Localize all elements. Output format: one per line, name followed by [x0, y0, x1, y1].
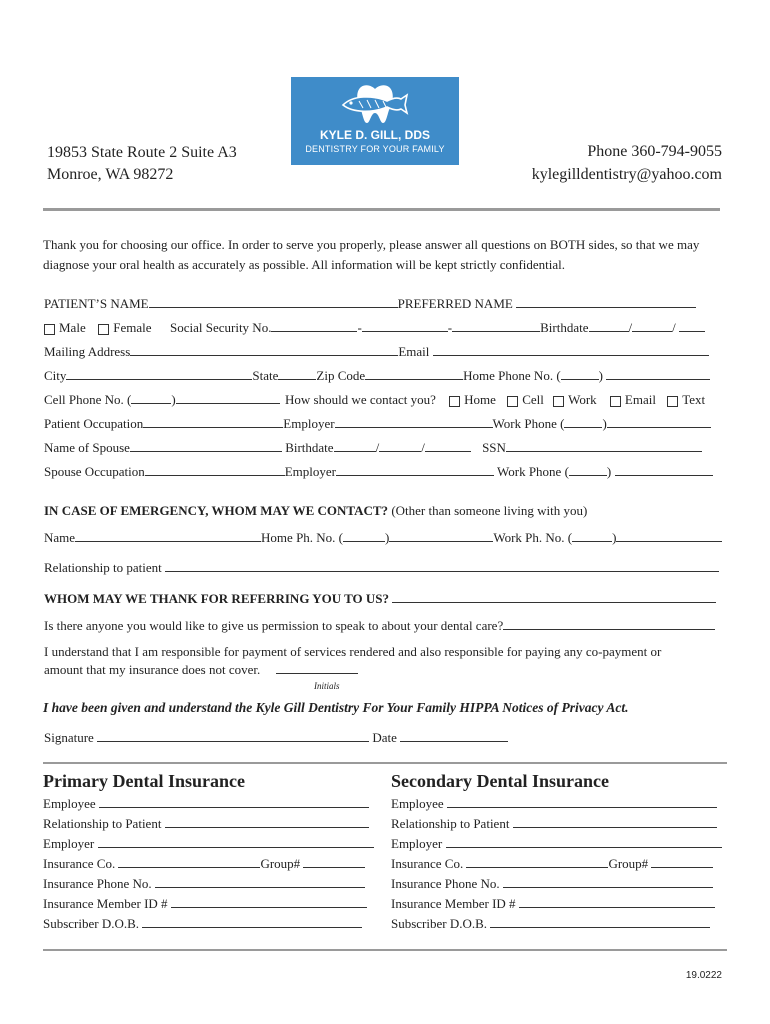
- contact-question: How should we contact you?: [284, 392, 436, 407]
- header-divider: [43, 208, 720, 211]
- spouse-bday-field[interactable]: [379, 451, 421, 452]
- cell-area-field[interactable]: [131, 403, 171, 404]
- primary-employer-label: Employer: [43, 836, 95, 851]
- spouse-employer-field[interactable]: [336, 475, 494, 476]
- secondary-member-field[interactable]: [519, 907, 715, 908]
- relationship-row: [44, 560, 719, 576]
- contact-cell-label: Cell: [522, 392, 544, 407]
- secondary-employer-label: Employer: [391, 836, 443, 851]
- primary-employee-label: Employee: [43, 796, 96, 811]
- patient-name-row: [44, 296, 696, 312]
- initials-caption: Initials: [314, 681, 340, 691]
- primary-employer-field[interactable]: [98, 847, 374, 848]
- primary-phone-field[interactable]: [155, 887, 365, 888]
- emergency-heading-row: [44, 503, 587, 519]
- referral-field[interactable]: [392, 602, 716, 603]
- logo-name: KYLE D. GILL, DDS: [319, 128, 430, 142]
- contact-work-label: Work: [568, 392, 597, 407]
- primary-dob-field[interactable]: [142, 927, 362, 928]
- primary-relationship-label: Relationship to Patient: [43, 816, 162, 831]
- secondary-employee-field[interactable]: [447, 807, 717, 808]
- primary-dob-label: Subscriber D.O.B.: [43, 916, 140, 931]
- emergency-work-field[interactable]: [616, 541, 722, 542]
- preferred-name-field[interactable]: [516, 307, 696, 308]
- occupation-field[interactable]: [143, 427, 283, 428]
- intro-text: Thank you for choosing our office. In order to serve you properly, please answer all questions on BOTH sides, so that we may diagnose your oral health as accurately as possible. All information will be kept strictly confidential.: [43, 237, 700, 272]
- work-phone-label: Work Phone (: [492, 416, 565, 431]
- employer-label: Employer: [283, 416, 335, 431]
- spouse-ssn-field[interactable]: [506, 451, 702, 452]
- initials-field[interactable]: [276, 673, 358, 674]
- practice-logo: [291, 77, 459, 165]
- spouse-work-phone-field[interactable]: [615, 475, 713, 476]
- secondary-phone-field[interactable]: [503, 887, 713, 888]
- primary-phone-label: Insurance Phone No.: [43, 876, 152, 891]
- primary-employee-row: [43, 796, 369, 812]
- contact-home-label: Home: [464, 392, 496, 407]
- address-line2: Monroe, WA 98272: [47, 166, 174, 183]
- secondary-member-label: Insurance Member ID #: [391, 896, 516, 911]
- secondary-member-row: [391, 896, 715, 912]
- emergency-home-label: Home Ph. No. (: [261, 530, 344, 545]
- spouse-row: Name of Spouse Birthdate / / SSN: [44, 440, 702, 456]
- contact-text-label: Text: [682, 392, 706, 407]
- form-version: 19.0222: [685, 970, 722, 981]
- secondary-dob-field[interactable]: [490, 927, 710, 928]
- secondary-relationship-row: [391, 816, 717, 832]
- secondary-relationship-label: Relationship to Patient: [391, 816, 510, 831]
- primary-relationship-field[interactable]: [165, 827, 369, 828]
- birth-year-field[interactable]: [679, 331, 705, 332]
- state-label: State: [252, 368, 279, 383]
- patient-name-label: PATIENT’S NAME: [44, 296, 149, 311]
- insurance-top-divider: [43, 762, 727, 764]
- ssn-part1-field[interactable]: [271, 331, 357, 332]
- secondary-phone-row: [391, 876, 713, 892]
- zip-field[interactable]: [365, 379, 463, 380]
- emergency-contact-row: Name Home Ph. No. ( ) Work Ph. No. ( ): [44, 530, 722, 546]
- secondary-group-label: Group#: [608, 856, 649, 871]
- logo-tagline: DENTISTRY FOR YOUR FAMILY: [305, 144, 445, 154]
- emergency-work-label: Work Ph. No. (: [493, 530, 573, 545]
- cell-row: Cell Phone No. ( ) How should we contact you? Home Cell Work Email Text: [44, 392, 706, 407]
- date-label: Date: [372, 730, 397, 745]
- primary-group-label: Group#: [260, 856, 301, 871]
- relationship-field[interactable]: [165, 571, 719, 572]
- tooth-fish-logo-icon: [339, 83, 411, 127]
- ssn-label: Social Security No.: [169, 320, 272, 335]
- primary-employee-field[interactable]: [99, 807, 369, 808]
- spouse-employer-label: Employer: [284, 464, 336, 479]
- spouse-bmonth-field[interactable]: [334, 451, 376, 452]
- relationship-label: Relationship to patient: [44, 560, 162, 575]
- signature-label: Signature: [44, 730, 94, 745]
- city-field[interactable]: [66, 379, 252, 380]
- secondary-company-field[interactable]: [466, 867, 608, 868]
- state-field[interactable]: [278, 379, 316, 380]
- emergency-work-area-field[interactable]: [572, 541, 612, 542]
- occupation-row: Patient Occupation Employer Work Phone ( ): [44, 416, 711, 432]
- spouse-birthdate-label: Birthdate: [285, 440, 334, 455]
- work-phone-field[interactable]: [607, 427, 711, 428]
- spouse-label: Name of Spouse: [44, 440, 130, 455]
- date-field[interactable]: [400, 741, 508, 742]
- secondary-company-row: [391, 856, 713, 872]
- primary-company-field[interactable]: [118, 867, 260, 868]
- spouse-work-phone-label: Work Phone (: [497, 464, 569, 479]
- signature-row: [44, 730, 508, 746]
- ssn-part3-field[interactable]: [452, 331, 540, 332]
- spouse-occupation-field[interactable]: [145, 475, 285, 476]
- email-label: Email: [398, 344, 430, 359]
- male-checkbox[interactable]: [44, 324, 55, 335]
- zip-label: Zip Code: [316, 368, 366, 383]
- secondary-relationship-field[interactable]: [513, 827, 717, 828]
- gender-ssn-row: Male Female Social Security No. - - Birthdate / /: [44, 320, 705, 336]
- mailing-field[interactable]: [130, 355, 398, 356]
- emergency-name-field[interactable]: [75, 541, 261, 542]
- primary-group-field[interactable]: [303, 867, 365, 868]
- emergency-note: (Other than someone living with you): [391, 503, 588, 518]
- primary-insurance-title: Primary Dental Insurance: [43, 771, 245, 791]
- permission-field[interactable]: [503, 629, 715, 630]
- contact-email-label: Email: [624, 392, 656, 407]
- secondary-company-label: Insurance Co.: [391, 856, 464, 871]
- secondary-dob-row: [391, 916, 710, 932]
- emergency-heading: IN CASE OF EMERGENCY, WHOM MAY WE CONTACT?: [44, 503, 389, 518]
- hippa-statement: I have been given and understand the Kyle Gill Dentistry For Your Family HIPPA Notices of Privacy Act.: [43, 700, 629, 715]
- occupation-label: Patient Occupation: [44, 416, 144, 431]
- contact-home-checkbox[interactable]: [449, 396, 460, 407]
- contact-work-checkbox[interactable]: [553, 396, 564, 407]
- primary-company-row: [43, 856, 365, 872]
- contact-email-checkbox[interactable]: [610, 396, 621, 407]
- spouse-byear-field[interactable]: [425, 451, 471, 452]
- primary-phone-row: [43, 876, 365, 892]
- preferred-name-label: PREFERRED NAME: [397, 296, 513, 311]
- home-phone-field[interactable]: [606, 379, 710, 380]
- secondary-group-field[interactable]: [651, 867, 713, 868]
- birthdate-label: Birthdate: [540, 320, 589, 335]
- responsibility-line2: amount that my insurance does not cover.: [44, 662, 261, 677]
- primary-member-field[interactable]: [171, 907, 367, 908]
- primary-company-label: Insurance Co.: [43, 856, 116, 871]
- referral-label: WHOM MAY WE THANK FOR REFERRING YOU TO US?: [44, 591, 390, 606]
- permission-label: Is there anyone you would like to give us permission to speak to about your dental care?: [44, 618, 504, 633]
- secondary-phone-label: Insurance Phone No.: [391, 876, 500, 891]
- birth-day-field[interactable]: [632, 331, 672, 332]
- secondary-employer-field[interactable]: [446, 847, 722, 848]
- signature-field[interactable]: [97, 741, 369, 742]
- home-phone-label: Home Phone No. (: [463, 368, 561, 383]
- secondary-dob-label: Subscriber D.O.B.: [391, 916, 488, 931]
- employer-field[interactable]: [335, 427, 493, 428]
- mailing-row: [44, 344, 709, 360]
- contact-text-checkbox[interactable]: [667, 396, 678, 407]
- spouse-occupation-label: Spouse Occupation: [44, 464, 145, 479]
- primary-relationship-row: [43, 816, 369, 832]
- primary-member-row: [43, 896, 367, 912]
- emergency-home-field[interactable]: [389, 541, 493, 542]
- primary-dob-row: [43, 916, 362, 932]
- work-area-field[interactable]: [564, 427, 602, 428]
- email-address: kylegilldentistry@yahoo.com: [531, 166, 722, 183]
- responsibility-line1: I understand that I am responsible for payment of services rendered and also responsible for paying any co-payment or: [44, 644, 662, 659]
- home-phone-area-field[interactable]: [561, 379, 599, 380]
- spouse-field[interactable]: [130, 451, 282, 452]
- email-field[interactable]: [433, 355, 709, 356]
- city-row: City State Zip Code Home Phone No. ( ): [44, 368, 710, 384]
- emergency-name-label: Name: [44, 530, 76, 545]
- spouse-ssn-label: SSN: [482, 440, 506, 455]
- address-line1: 19853 State Route 2 Suite A3: [47, 144, 237, 161]
- secondary-insurance-title: Secondary Dental Insurance: [391, 771, 610, 791]
- secondary-employer-row: [391, 836, 722, 852]
- spouse-work-area-field[interactable]: [569, 475, 607, 476]
- birth-month-field[interactable]: [589, 331, 629, 332]
- female-checkbox[interactable]: [98, 324, 109, 335]
- primary-employer-row: [43, 836, 374, 852]
- secondary-employee-row: [391, 796, 717, 812]
- cell-phone-field[interactable]: [176, 403, 280, 404]
- mailing-label: Mailing Address: [44, 344, 131, 359]
- emergency-home-area-field[interactable]: [343, 541, 385, 542]
- cell-phone-label: Cell Phone No. (: [44, 392, 132, 407]
- contact-cell-checkbox[interactable]: [507, 396, 518, 407]
- primary-member-label: Insurance Member ID #: [43, 896, 168, 911]
- city-label: City: [44, 368, 67, 383]
- responsibility-line2-row: [44, 662, 358, 678]
- ssn-part2-field[interactable]: [362, 331, 448, 332]
- phone-number: Phone 360-794-9055: [587, 143, 722, 160]
- secondary-employee-label: Employee: [391, 796, 444, 811]
- patient-name-field[interactable]: [149, 307, 398, 308]
- referral-row: [44, 591, 716, 607]
- male-label: Male: [59, 320, 86, 335]
- permission-row: [44, 618, 715, 634]
- female-label: Female: [113, 320, 152, 335]
- insurance-bottom-divider: [43, 949, 727, 951]
- spouse-occupation-row: Spouse Occupation Employer Work Phone ( ): [44, 464, 713, 480]
